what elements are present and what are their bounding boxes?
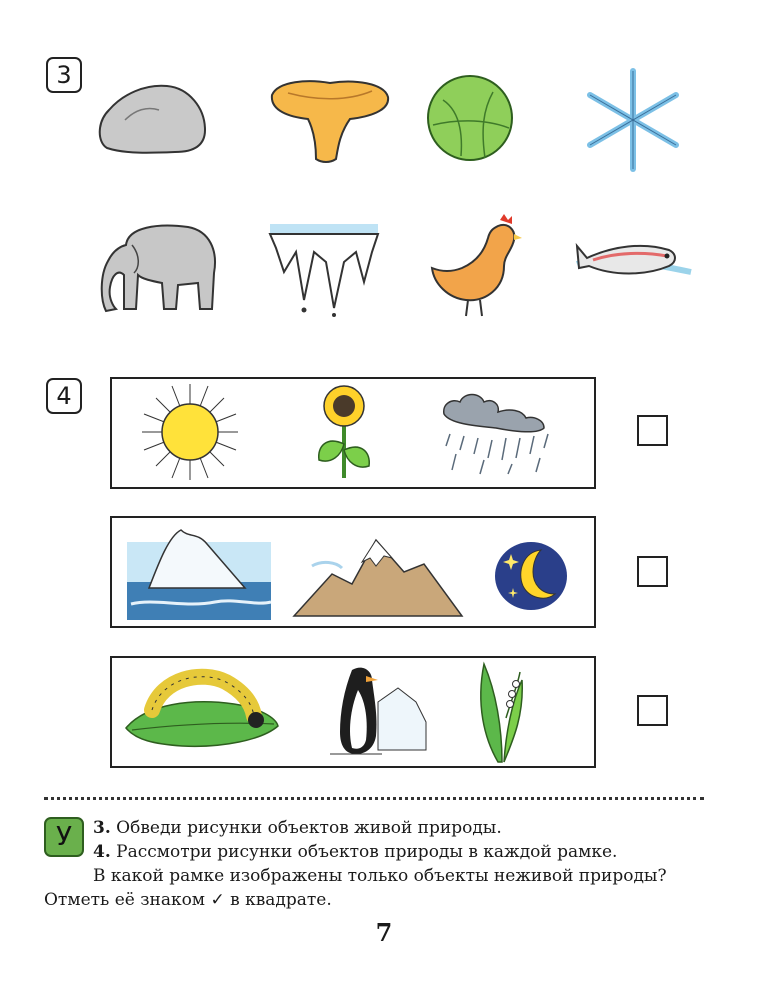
task-4-line-3 xyxy=(44,888,332,912)
chanterelle-mushroom-icon[interactable] xyxy=(268,75,393,165)
icicles-icon[interactable] xyxy=(268,222,380,317)
caterpillar-leaf-icon xyxy=(122,664,282,756)
task-4-number: 4. xyxy=(93,842,111,862)
page-number: 7 xyxy=(375,918,393,947)
mountains-icon xyxy=(292,526,464,620)
penguin-icon xyxy=(322,662,427,760)
task-4-line-2: В какой рамке изображены только объекты неживой природы? xyxy=(93,866,667,886)
hen-icon[interactable] xyxy=(428,212,523,322)
frame-2-checkbox[interactable] xyxy=(637,556,668,587)
task-3-line xyxy=(93,816,502,840)
check-mark-icon: ✓ xyxy=(210,890,225,910)
task-4-line-3b: в квадрате. xyxy=(230,890,332,910)
dotted-divider xyxy=(44,797,704,800)
sun-icon xyxy=(140,382,240,482)
stone-icon[interactable] xyxy=(95,80,210,155)
iceberg-icon xyxy=(125,522,273,622)
task-3-number: 3. xyxy=(93,818,111,838)
rain-cloud-icon xyxy=(436,388,561,476)
frame-1-checkbox[interactable] xyxy=(637,415,668,446)
snowflake-icon[interactable] xyxy=(578,65,688,175)
fish-icon[interactable] xyxy=(573,232,693,297)
sunflower-icon xyxy=(313,384,375,480)
task-4-line xyxy=(93,840,617,864)
lily-of-the-valley-icon xyxy=(470,658,532,764)
cabbage-icon[interactable] xyxy=(423,70,518,165)
teacher-tasks-badge: У xyxy=(44,817,84,857)
moon-stars-icon xyxy=(493,540,569,612)
frame-3-checkbox[interactable] xyxy=(637,695,668,726)
exercise-3-number: 3 xyxy=(46,57,82,93)
exercise-4-number: 4 xyxy=(46,378,82,414)
task-4-text: Рассмотри рисунки объектов природы в каждой рамке. xyxy=(116,842,618,862)
task-4-line-3a: Отметь её знаком xyxy=(44,890,206,910)
task-3-text: Обведи рисунки объектов живой природы. xyxy=(116,818,502,838)
elephant-icon[interactable] xyxy=(98,215,223,315)
